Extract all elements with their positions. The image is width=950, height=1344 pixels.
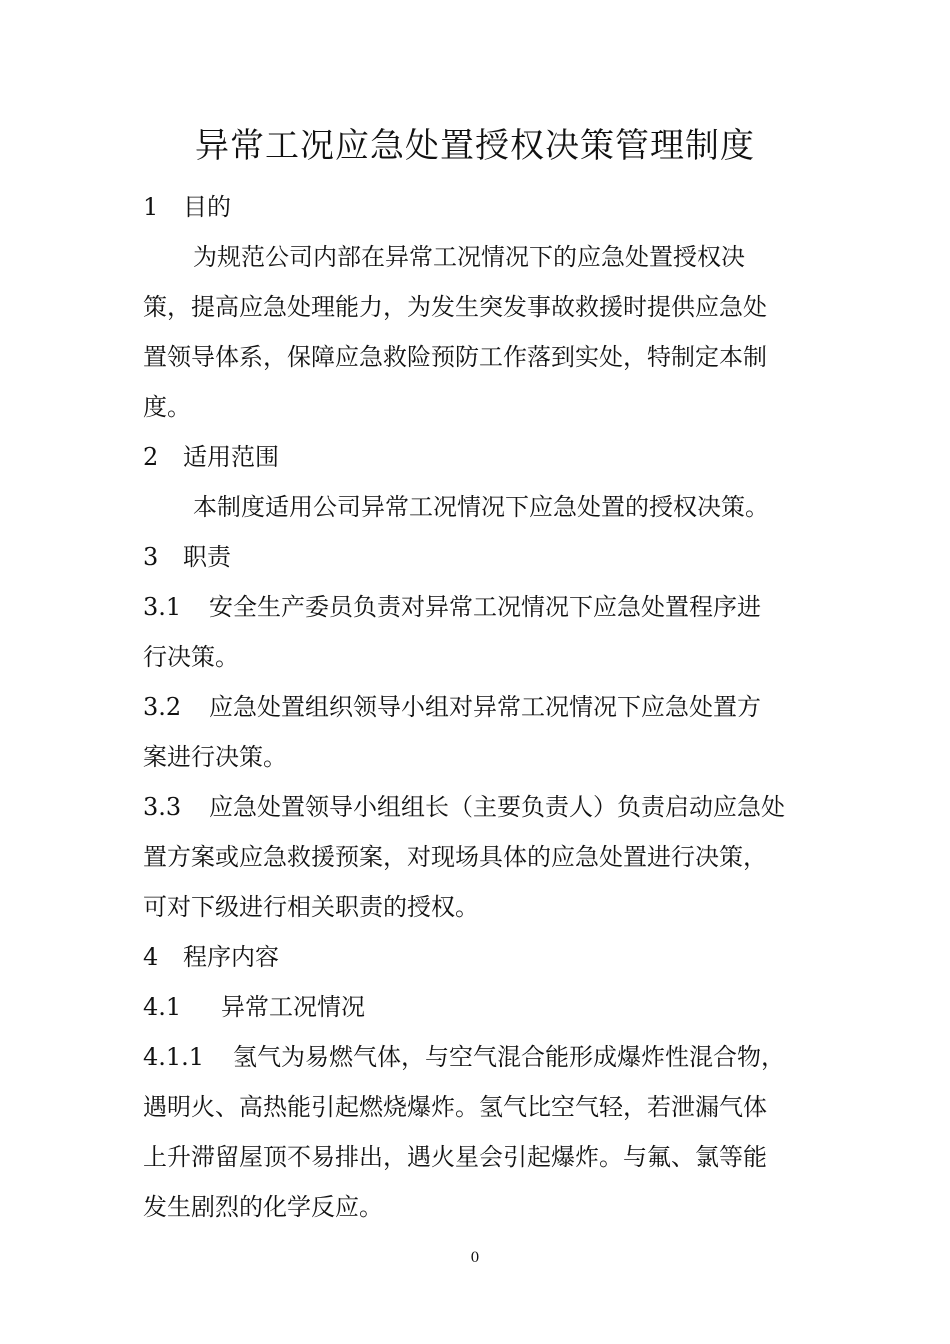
clause-number: 4.1 [143,993,182,1021]
clause-number: 3.1 [143,593,182,621]
section-title: 目的 [183,193,231,221]
clause-text: 应急处置组织领导小组对异常工况情况下应急处置方 [209,693,761,721]
section-number: 4 [143,943,159,971]
paragraph-line: 策，提高应急处理能力，为发生突发事故救援时提供应急处 [143,293,767,321]
clause-text: 安全生产委员负责对异常工况情况下应急处置程序进 [209,593,761,621]
paragraph-line: 上升滞留屋顶不易排出，遇火星会引起爆炸。与氟、氯等能 [143,1143,767,1171]
page-number: 0 [470,1250,480,1266]
document-title: 异常工况应急处置授权决策管理制度 [195,126,755,166]
paragraph-line: 发生剧烈的化学反应。 [143,1193,383,1221]
section-heading [143,432,813,482]
paragraph-line: 度。 [143,393,191,421]
clause-line [143,682,813,732]
section-number: 2 [143,443,159,471]
paragraph-line: 可对下级进行相关职责的授权。 [143,893,479,921]
clause-number: 3.2 [143,693,182,721]
document-body [143,182,813,1232]
clause-line [143,982,813,1032]
section-heading [143,932,813,982]
section-title: 职责 [183,543,231,571]
clause-line [143,782,813,832]
paragraph-line: 遇明火、高热能引起燃烧爆炸。氢气比空气轻，若泄漏气体 [143,1093,767,1121]
clause-text: 异常工况情况 [221,993,365,1021]
section-number: 1 [143,193,159,221]
clause-number: 4.1.1 [143,1043,205,1071]
section-number: 3 [143,543,159,571]
clause-line [143,582,813,632]
section-heading [143,532,813,582]
section-title: 程序内容 [183,943,279,971]
section-heading [143,182,813,232]
clause-number: 3.3 [143,793,182,821]
paragraph-line: 置方案或应急救援预案，对现场具体的应急处置进行决策， [143,843,767,871]
paragraph-line: 为规范公司内部在异常工况情况下的应急处置授权决 [193,243,745,271]
clause-text: 应急处置领导小组组长（主要负责人）负责启动应急处 [209,793,785,821]
clause-text: 氢气为易燃气体，与空气混合能形成爆炸性混合物， [233,1043,785,1071]
paragraph-line: 本制度适用公司异常工况情况下应急处置的授权决策。 [193,493,769,521]
paragraph-line: 置领导体系，保障应急救险预防工作落到实处，特制定本制 [143,343,767,371]
section-title: 适用范围 [183,443,279,471]
paragraph-line: 案进行决策。 [143,743,287,771]
paragraph-line: 行决策。 [143,643,239,671]
clause-line [143,1032,813,1082]
